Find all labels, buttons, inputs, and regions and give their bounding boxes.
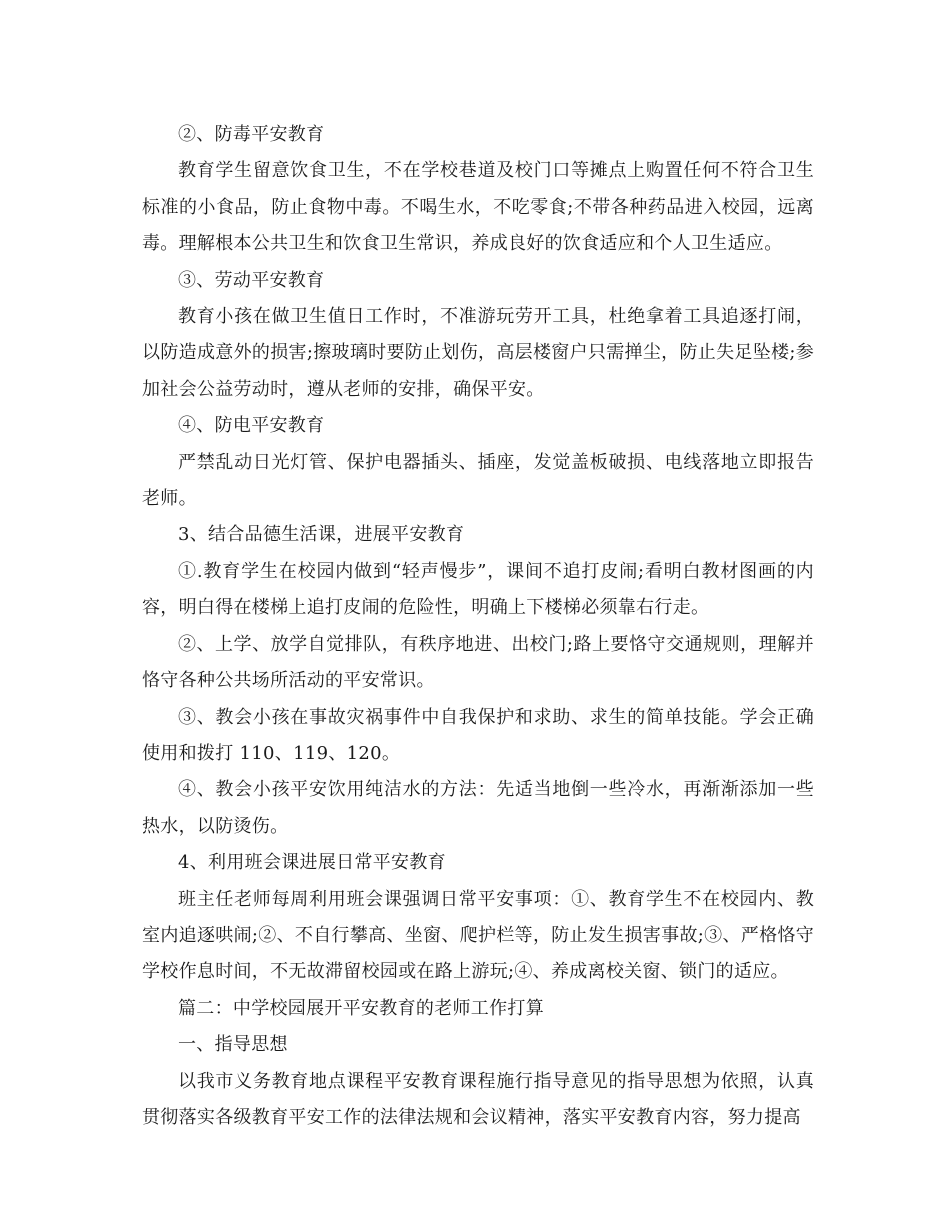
paragraph-electric-safety: 严禁乱动日光灯管、保护电器插头、插座，发觉盖板破损、电线落地立即报告老师。 [142, 451, 814, 510]
paragraph-traffic-rules: ②、上学、放学自觉排队，有秩序地进、出校门;路上要恪守交通规则，理解并恪守各种公共场所活动的平安常识。 [142, 633, 814, 692]
section-heading-class-meeting: 4、利用班会课进展日常平安教育 [178, 852, 446, 874]
section-heading-guiding-thought: 一、指导思想 [178, 1034, 288, 1056]
paragraph-guiding-thought: 以我市义务教育地点课程平安教育课程施行指导意见的指导思想为依照，认真贯彻落实各级教育平安工作的法律法规和会议精神，落实平安教育内容，努力提高 [142, 1070, 814, 1128]
chapter-heading-part-two: 篇二：中学校园展开平安教育的老师工作打算 [178, 997, 544, 1019]
paragraph-class-meeting: 班主任老师每周利用班会课强调日常平安事项：①、教育学生不在校园内、教室内追逐哄闹;②、不自行攀高、坐窗、爬护栏等，防止发生损害事故;③、严格恪守学校作息时间，不无故滞留校园或在路上游玩;④、养成离校关窗、锁门的适应。 [142, 888, 814, 983]
paragraph-emergency-skills: ③、教会小孩在事故灾祸事件中自我保护和求助、求生的简单技能。学会正确使用和拨打 110、119、120。 [142, 706, 814, 764]
paragraph-drinking-water: ④、教会小孩平安饮用纯洁水的方法：先适当地倒一些冷水，再渐渐添加一些热水，以防烫伤。 [142, 779, 814, 837]
paragraph-labor-safety: 教育小孩在做卫生值日工作时，不准游玩劳开工具，杜绝拿着工具追逐打闹，以防造成意外的损害;擦玻璃时要防止划伤，高层楼窗户只需掸尘，防止失足坠楼;参加社会公益劳动时，遵从老师的安排，确保平安。 [142, 306, 814, 400]
section-heading-moral-class: 3、结合品德生活课，进展平安教育 [178, 524, 465, 546]
paragraph-food-hygiene: 教育学生留意饮食卫生，不在学校巷道及校门口等摊点上购置任何不符合卫生标准的小食品，防止食物中毒。不喝生水，不吃零食;不带各种药品进入校园，远离毒。理解根本公共卫生和饮食卫生常识，养成良好的饮食适应和个人卫生适应。 [142, 160, 814, 255]
section-heading-anti-poison: ②、防毒平安教育 [178, 124, 325, 145]
section-heading-electric-safety: ④、防电平安教育 [178, 415, 325, 437]
paragraph-quiet-walking: ①.教育学生在校园内做到“轻声慢步”，课间不追打皮闹;看明白教材图画的内容，明白得在楼梯上追打皮闹的危险性，明确上下楼梯必须靠右行走。 [142, 560, 814, 619]
section-heading-labor-safety: ③、劳动平安教育 [178, 269, 325, 291]
document-body [142, 117, 814, 1136]
